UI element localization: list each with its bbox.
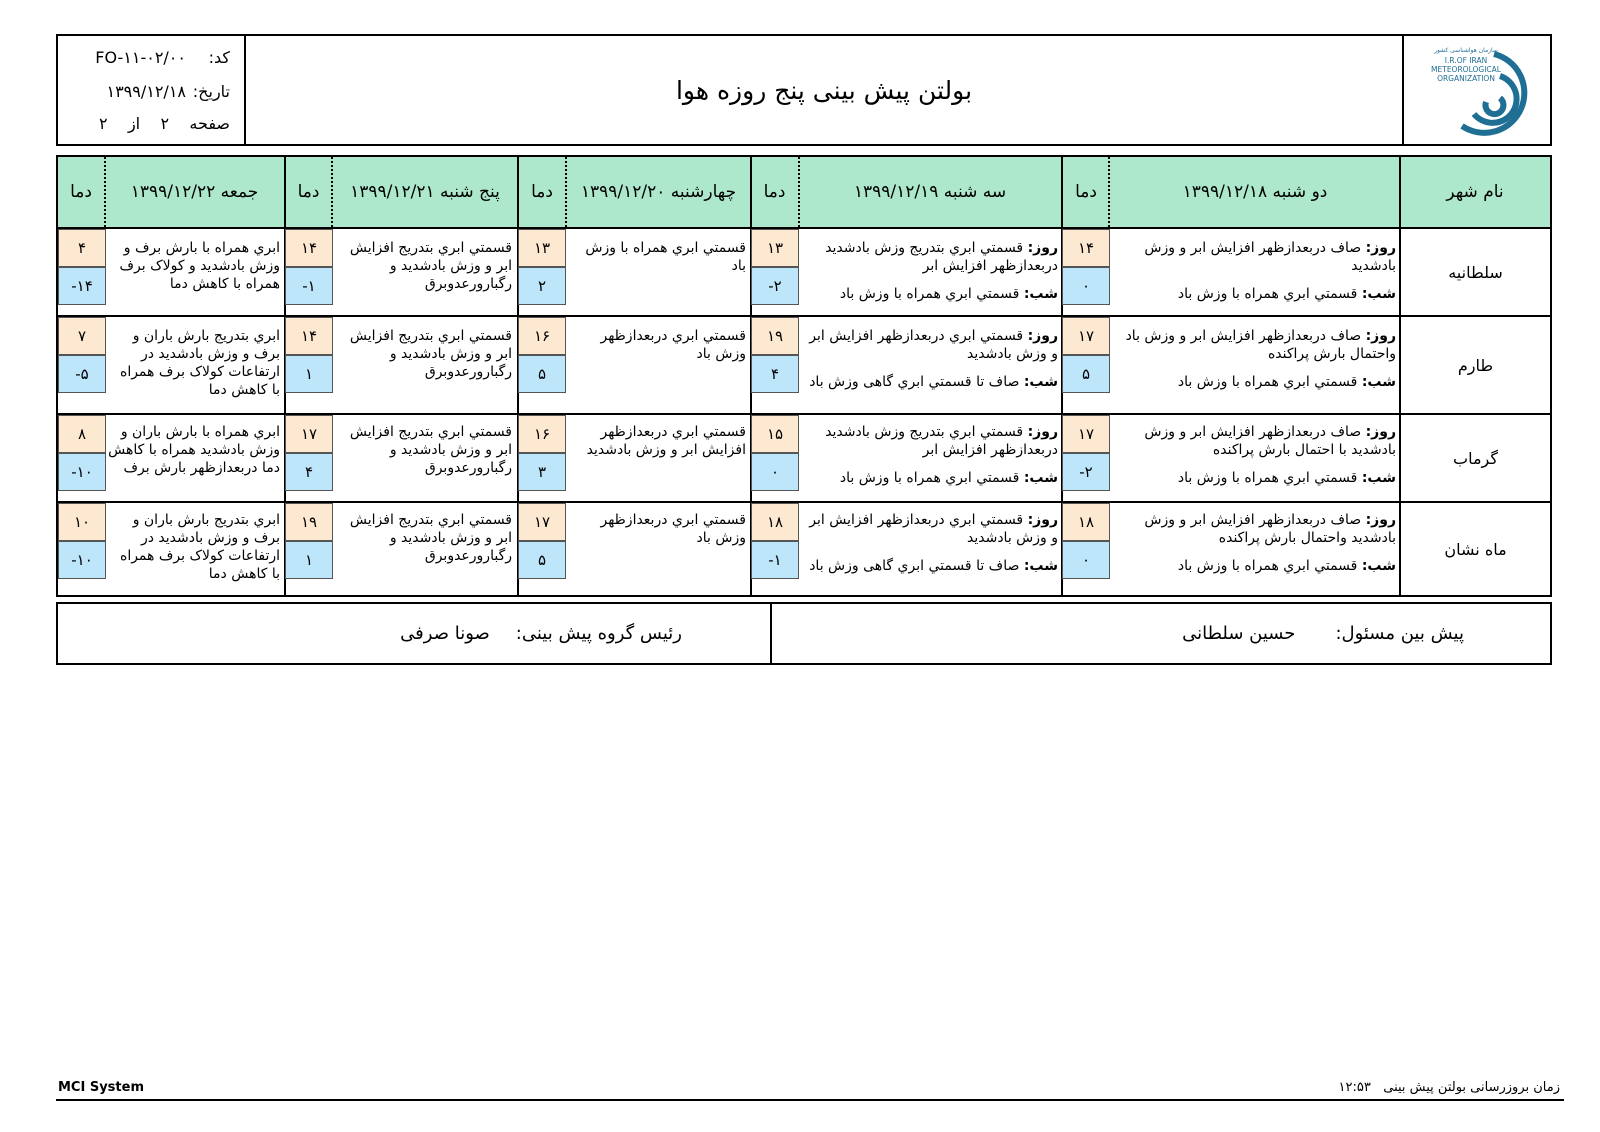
- signature-box: [56, 602, 1552, 665]
- city-name: ماه نشان: [1444, 539, 1507, 559]
- code-label: کد:: [208, 48, 230, 67]
- forecast-text: روز: قسمتي ابري دربعدازظهر افزايش ابر و وزش بادشدید شب: صاف تا قسمتي ابري گاهی وزش باد: [809, 328, 1058, 390]
- logo-icon: [1404, 36, 1548, 144]
- page-line: [99, 114, 230, 133]
- date-value: ۱۳۹۹/۱۲/۱۸: [106, 82, 186, 101]
- head-name: صونا صرفی: [400, 623, 490, 644]
- min-temp: -۱: [751, 541, 799, 579]
- max-temp: ۱۷: [285, 415, 333, 453]
- page-of: از: [127, 114, 141, 133]
- forecast-text: ابري همراه با بارش برف و وزش بادشدید و کولاک برف همراه با کاهش دما: [119, 240, 280, 292]
- logo-name-fa: سازمان هواشناسی کشور: [1434, 47, 1498, 54]
- meteorological-org-logo: [1402, 36, 1550, 144]
- day-header-4: پنج شنبه ۱۳۹۹/۱۲/۲۱: [350, 182, 500, 202]
- document-info-box: [58, 36, 246, 144]
- page-label: صفحه: [189, 114, 230, 133]
- forecast-text: روز: قسمتي ابري دربعدازظهر افزايش ابر و وزش بادشدید شب: صاف تا قسمتي ابري گاهی وزش باد: [809, 512, 1058, 574]
- min-temp: ۴: [751, 355, 799, 393]
- min-temp: -۱۰: [58, 453, 106, 491]
- page-total: ۲: [99, 114, 108, 133]
- min-temp: -۵: [58, 355, 106, 393]
- logo-name-line1: I.R.OF IRAN: [1444, 56, 1488, 65]
- max-temp: ۱۳: [751, 229, 799, 267]
- max-temp: ۸: [58, 415, 106, 453]
- code-value: FO-۱۱-۰۲/۰۰: [95, 48, 186, 67]
- city-column-header: نام شهر: [1446, 182, 1504, 202]
- temp-header-4: دما: [297, 182, 320, 202]
- max-temp: ۱۸: [1062, 503, 1110, 541]
- min-temp: -۲: [751, 267, 799, 305]
- forecast-text: قسمتي ابري همراه با وزش باد: [585, 240, 746, 274]
- day-header-1: دو شنبه ۱۳۹۹/۱۲/۱۸: [1182, 182, 1328, 202]
- min-temp: ۱: [285, 355, 333, 393]
- logo-name-line2: METEOROLOGICAL: [1431, 65, 1501, 74]
- min-temp: ۱: [285, 541, 333, 579]
- update-label: زمان بروزرسانی بولتن پیش بینی: [1383, 1080, 1560, 1095]
- bulletin-title: بولتن پیش بینی پنج روزه هوا: [675, 75, 973, 105]
- forecast-text: قسمتي ابري بتدريج افزايش ابر و وزش بادشدید و رگبارورعدوبرق: [349, 240, 512, 292]
- max-temp: ۱۳: [518, 229, 566, 267]
- forecast-text: ابري همراه با بارش باران و وزش بادشدید همراه با کاهش دما دربعدازظهر بارش برف: [108, 424, 280, 476]
- day-header-2: سه شنبه ۱۳۹۹/۱۲/۱۹: [853, 182, 1007, 202]
- min-temp: ۵: [1062, 355, 1110, 393]
- city-name: سلطانیه: [1448, 262, 1503, 282]
- min-temp: -۲: [1062, 453, 1110, 491]
- min-temp: ۰: [1062, 541, 1110, 579]
- forecast-text: روز: قسمتي ابري بتدريج وزش بادشدید دربعدازظهر افزايش ابر شب: قسمتي ابري همراه با وزش باد: [825, 424, 1058, 486]
- temp-header-5: دما: [70, 182, 92, 202]
- max-temp: ۴: [58, 229, 106, 267]
- max-temp: ۱۶: [518, 415, 566, 453]
- forecast-text: روز: صاف دربعدازظهر افزایش ابر و وزش بادشدید شب: قسمتي ابري همراه با وزش باد: [1144, 240, 1396, 302]
- update-time: ۱۲:۵۳: [1338, 1080, 1371, 1095]
- forecast-text: ابري بتدريج بارش باران و برف و وزش بادشدید در ارتفاعات کولاک برف همراه با کاهش دما: [119, 512, 280, 582]
- forecaster-label: پیش بین مسئول:: [1335, 623, 1464, 644]
- max-temp: ۱۸: [751, 503, 799, 541]
- min-temp: ۰: [1062, 267, 1110, 305]
- head-signature: [400, 604, 682, 663]
- max-temp: ۱۶: [518, 317, 566, 355]
- date-label: تاریخ:: [192, 82, 230, 101]
- day-header-3: چهارشنبه ۱۳۹۹/۱۲/۲۰: [580, 182, 737, 202]
- min-temp: ۵: [518, 541, 566, 579]
- min-temp: -۱: [285, 267, 333, 305]
- footer-update: [1339, 1080, 1560, 1095]
- max-temp: ۱۷: [1062, 415, 1110, 453]
- forecast-text: روز: صاف دربعدازظهر افزایش ابر و وزش باد واحتمال بارش پراکنده شب: قسمتي ابري همراه با وزش باد: [1125, 328, 1396, 390]
- max-temp: ۷: [58, 317, 106, 355]
- logo-name-line3: ORGANIZATION: [1437, 74, 1495, 83]
- max-temp: ۱۴: [285, 317, 333, 355]
- forecast-text: قسمتي ابري دربعدازظهر افزايش ابر و وزش بادشدید: [586, 424, 746, 458]
- forecast-text: روز: قسمتي ابري بتدريج وزش بادشدید دربعدازظهر افزايش ابر شب: قسمتي ابري همراه با وزش باد: [825, 240, 1058, 302]
- max-temp: ۱۹: [751, 317, 799, 355]
- city-name: طارم: [1457, 355, 1494, 375]
- forecast-text: قسمتي ابري دربعدازظهر وزش باد: [600, 328, 746, 362]
- min-temp: -۱۴: [58, 267, 106, 305]
- temp-header-3: دما: [531, 182, 553, 202]
- min-temp: ۰: [751, 453, 799, 491]
- page-current: ۲: [160, 114, 170, 133]
- min-temp: -۱۰: [58, 541, 106, 579]
- bulletin-header: [56, 34, 1552, 146]
- forecast-text: ابري بتدريج بارش باران و برف و وزش بادشدید در ارتفاعات کولاک برف همراه با کاهش دما: [119, 328, 280, 398]
- forecast-text: قسمتي ابري بتدريج افزايش ابر و وزش بادشدید و رگبارورعدوبرق: [349, 424, 512, 476]
- temp-header-1: دما: [1075, 182, 1097, 202]
- footer-divider: [56, 1099, 1564, 1101]
- max-temp: ۱۹: [285, 503, 333, 541]
- day-header-5: جمعه ۱۳۹۹/۱۲/۲۲: [130, 182, 259, 202]
- max-temp: ۱۵: [751, 415, 799, 453]
- max-temp: ۱۰: [58, 503, 106, 541]
- head-label: رئیس گروه پیش بینی:: [515, 623, 682, 644]
- forecast-text: روز: صاف دربعدازظهر افزایش ابر و وزش بادشدید واحتمال بارش پراکنده شب: قسمتي ابري همراه با وزش باد: [1144, 512, 1396, 574]
- min-temp: ۳: [518, 453, 566, 491]
- city-name: گرماب: [1453, 448, 1498, 468]
- max-temp: ۱۴: [285, 229, 333, 267]
- min-temp: ۲: [518, 267, 566, 305]
- max-temp: ۱۷: [1062, 317, 1110, 355]
- forecast-text: قسمتي ابري بتدريج افزايش ابر و وزش بادشدید و رگبارورعدوبرق: [349, 512, 512, 564]
- footer-system: MCI System: [58, 1080, 144, 1095]
- max-temp: ۱۷: [518, 503, 566, 541]
- forecaster-name: حسین سلطانی: [1182, 623, 1296, 644]
- code-line: [95, 48, 230, 67]
- temp-header-2: دما: [763, 182, 786, 202]
- forecast-table: [56, 155, 1552, 597]
- forecast-text: روز: صاف دربعدازظهر افزایش ابر و وزش بادشدید با احتمال بارش پراکنده شب: قسمتي ابري همراه با وزش باد: [1144, 424, 1396, 486]
- date-line: [106, 82, 230, 101]
- forecast-text: قسمتي ابري دربعدازظهر وزش باد: [600, 512, 746, 546]
- min-temp: ۴: [285, 453, 333, 491]
- min-temp: ۵: [518, 355, 566, 393]
- table-header-row: [58, 157, 1550, 229]
- max-temp: ۱۴: [1062, 229, 1110, 267]
- forecaster-signature: [1182, 604, 1464, 663]
- forecast-text: قسمتي ابري بتدريج افزايش ابر و وزش بادشدید و رگبارورعدوبرق: [349, 328, 512, 380]
